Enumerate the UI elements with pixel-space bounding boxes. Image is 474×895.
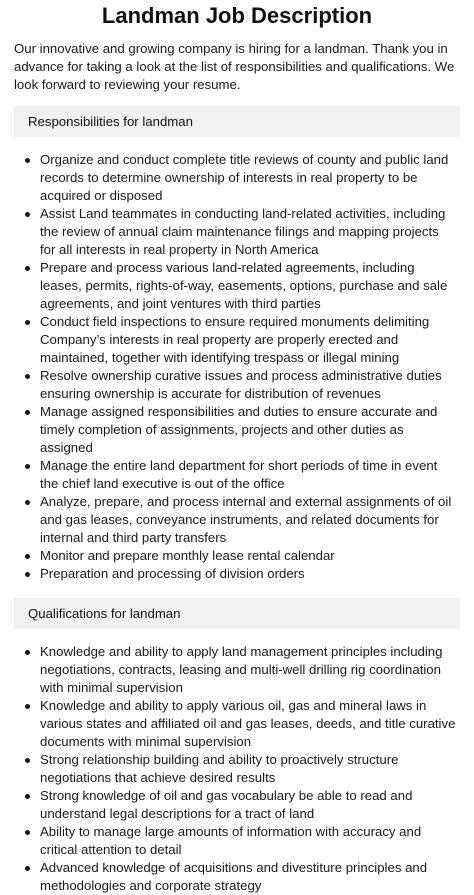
list-item	[14, 151, 460, 205]
list-item-text: Knowledge and ability to apply land management principles including negotiations, contracts, leasing and multi-well drilling rig coordination with minimal supervision	[40, 644, 443, 695]
bullet-icon	[25, 374, 30, 379]
list-item-text: Knowledge and ability to apply various oil, gas and mineral laws in various states and affiliated oil and gas leases, deeds, and title curative documents with minimal supervision	[40, 698, 456, 749]
list-item	[14, 565, 460, 583]
list-item-text: Advanced knowledge of acquisitions and divestiture principles and methodologies and corporate strategy	[40, 860, 428, 893]
bullet-icon	[25, 758, 30, 763]
responsibilities-list	[14, 151, 460, 583]
list-item-text: Conduct field inspections to ensure required monuments delimiting Company’s interests in real property are properly erected and maintained, together with identifying trespass or illegal mining	[40, 314, 430, 365]
list-item-text: Organize and conduct complete title reviews of county and public land records to determine ownership of interests in real property to be acquired or disposed	[40, 152, 449, 203]
list-item-text: Preparation and processing of division orders	[40, 566, 305, 581]
list-item	[14, 859, 460, 895]
list-item	[14, 493, 460, 547]
bullet-icon	[25, 830, 30, 835]
bullet-icon	[25, 794, 30, 799]
list-item-text: Manage the entire land department for short periods of time in event the chief land executive is out of the office	[40, 458, 438, 491]
bullet-icon	[25, 212, 30, 217]
bullet-icon	[25, 464, 30, 469]
bullet-icon	[25, 158, 30, 163]
list-item-text: Assist Land teammates in conducting land-related activities, including the review of annual claim maintenance filings and mapping projects for all interests in real property in North America	[40, 206, 446, 257]
list-item	[14, 643, 460, 697]
bullet-icon	[25, 410, 30, 415]
bullet-icon	[25, 320, 30, 325]
list-item-text: Ability to manage large amounts of information with accuracy and critical attention to detail	[40, 824, 422, 857]
list-item	[14, 313, 460, 367]
list-item-text: Manage assigned responsibilities and duties to ensure accurate and timely completion of assignments, projects and other duties as assigned	[40, 404, 438, 455]
list-item-text: Monitor and prepare monthly lease rental calendar	[40, 548, 335, 563]
list-item	[14, 403, 460, 457]
list-item	[14, 205, 460, 259]
list-item	[14, 751, 460, 787]
list-item	[14, 547, 460, 565]
list-item	[14, 697, 460, 751]
list-item	[14, 367, 460, 403]
list-item-text: Prepare and process various land-related agreements, including leases, permits, rights-of-way, easements, options, purchase and sale agreements, and joint ventures with third parties	[40, 260, 448, 311]
qualifications-heading: Qualifications for landman	[14, 598, 460, 629]
bullet-icon	[25, 704, 30, 709]
qualifications-list	[14, 643, 460, 895]
list-item-text: Resolve ownership curative issues and process administrative duties ensuring ownership is accurate for distribution of revenues	[40, 368, 442, 401]
bullet-icon	[25, 650, 30, 655]
bullet-icon	[25, 500, 30, 505]
list-item	[14, 787, 460, 823]
list-item	[14, 823, 460, 859]
list-item	[14, 259, 460, 313]
responsibilities-heading: Responsibilities for landman	[14, 106, 460, 137]
page-title: Landman Job Description	[101, 3, 373, 28]
bullet-icon	[25, 572, 30, 577]
list-item-text: Analyze, prepare, and process internal and external assignments of oil and gas leases, conveyance instruments, and related documents for internal and third party transfers	[40, 494, 452, 545]
list-item	[14, 457, 460, 493]
bullet-icon	[25, 866, 30, 871]
bullet-icon	[25, 554, 30, 559]
intro-paragraph: Our innovative and growing company is hiring for a landman. Thank you in advance for taking a look at the list of responsibilities and qualifications. We look forward to reviewing your resume.	[14, 41, 455, 92]
list-item-text: Strong relationship building and ability to proactively structure negotiations that achieve desired results	[40, 752, 399, 785]
list-item-text: Strong knowledge of oil and gas vocabulary be able to read and understand legal descriptions for a tract of land	[40, 788, 413, 821]
bullet-icon	[25, 266, 30, 271]
